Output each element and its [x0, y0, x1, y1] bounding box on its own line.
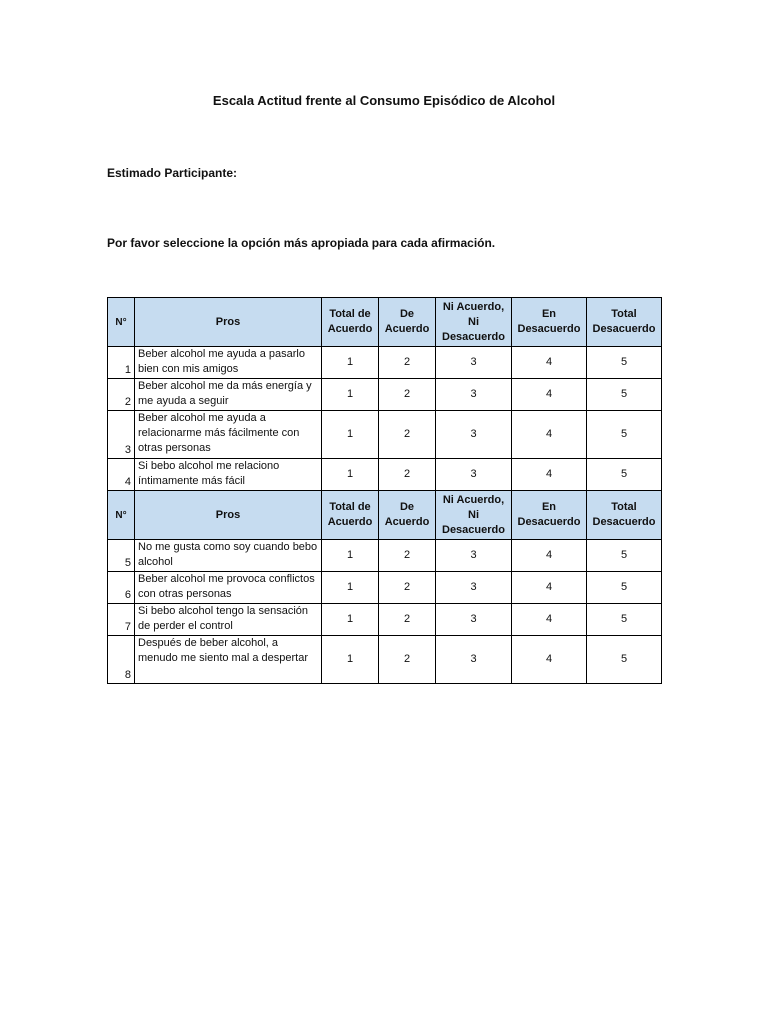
option-disagree[interactable]: 4: [512, 604, 587, 636]
option-total-agree[interactable]: 1: [322, 411, 379, 459]
option-disagree[interactable]: 4: [512, 411, 587, 459]
option-disagree[interactable]: 4: [512, 459, 587, 491]
option-neutral[interactable]: 3: [436, 459, 512, 491]
option-total-disagree[interactable]: 5: [587, 379, 662, 411]
option-total-agree[interactable]: 1: [322, 379, 379, 411]
option-total-agree[interactable]: 1: [322, 540, 379, 572]
item-statement: Después de beber alcohol, a menudo me siento mal a despertar: [135, 636, 322, 684]
option-neutral[interactable]: 3: [436, 411, 512, 459]
item-number: 5: [108, 540, 135, 572]
table-row: [108, 411, 662, 459]
item-number: 4: [108, 459, 135, 491]
option-agree[interactable]: 2: [379, 347, 436, 379]
table-row: [108, 540, 662, 572]
option-disagree[interactable]: 4: [512, 572, 587, 604]
item-number: 6: [108, 572, 135, 604]
option-disagree[interactable]: 4: [512, 347, 587, 379]
option-neutral[interactable]: 3: [436, 572, 512, 604]
item-statement: No me gusta como soy cuando bebo alcohol: [135, 540, 322, 572]
option-agree[interactable]: 2: [379, 572, 436, 604]
option-total-agree[interactable]: 1: [322, 572, 379, 604]
option-neutral[interactable]: 3: [436, 379, 512, 411]
table-row: [108, 636, 662, 684]
option-agree[interactable]: 2: [379, 411, 436, 459]
option-disagree[interactable]: 4: [512, 636, 587, 684]
header-disagree: En Desacuerdo: [512, 298, 587, 347]
option-neutral[interactable]: 3: [436, 604, 512, 636]
option-total-disagree[interactable]: 5: [587, 459, 662, 491]
header-neutral: Ni Acuerdo, Ni Desacuerdo: [436, 298, 512, 347]
table-row: [108, 572, 662, 604]
item-statement: Beber alcohol me provoca conflictos con otras personas: [135, 572, 322, 604]
item-statement: Beber alcohol me da más energía y me ayuda a seguir: [135, 379, 322, 411]
header-total-disagree: Total Desacuerdo: [587, 298, 662, 347]
item-statement: Beber alcohol me ayuda a pasarlo bien con mis amigos: [135, 347, 322, 379]
header-total-agree: Total de Acuerdo: [322, 491, 379, 540]
option-neutral[interactable]: 3: [436, 540, 512, 572]
item-number: 7: [108, 604, 135, 636]
header-disagree: En Desacuerdo: [512, 491, 587, 540]
option-agree[interactable]: 2: [379, 604, 436, 636]
document-title: Escala Actitud frente al Consumo Episódico de Alcohol: [212, 93, 556, 108]
table-header-row: [108, 298, 662, 347]
header-agree: De Acuerdo: [379, 298, 436, 347]
option-neutral[interactable]: 3: [436, 636, 512, 684]
option-total-agree[interactable]: 1: [322, 636, 379, 684]
option-agree[interactable]: 2: [379, 636, 436, 684]
option-total-disagree[interactable]: 5: [587, 636, 662, 684]
header-pros: Pros: [135, 298, 322, 347]
table-row: [108, 347, 662, 379]
header-number: N°: [108, 298, 135, 347]
item-number: 2: [108, 379, 135, 411]
table-row: [108, 459, 662, 491]
header-total-agree: Total de Acuerdo: [322, 298, 379, 347]
option-agree[interactable]: 2: [379, 459, 436, 491]
option-total-disagree[interactable]: 5: [587, 604, 662, 636]
header-total-disagree: Total Desacuerdo: [587, 491, 662, 540]
option-total-agree[interactable]: 1: [322, 604, 379, 636]
header-pros: Pros: [135, 491, 322, 540]
table-row: [108, 379, 662, 411]
header-number: N°: [108, 491, 135, 540]
item-number: 8: [108, 636, 135, 684]
table-header-row: [108, 491, 662, 540]
item-number: 3: [108, 411, 135, 459]
item-number: 1: [108, 347, 135, 379]
attitude-scale-table: [107, 297, 662, 684]
option-total-agree[interactable]: 1: [322, 347, 379, 379]
option-agree[interactable]: 2: [379, 540, 436, 572]
item-statement: Beber alcohol me ayuda a relacionarme más fácilmente con otras personas: [135, 411, 322, 459]
option-total-disagree[interactable]: 5: [587, 347, 662, 379]
item-statement: Si bebo alcohol tengo la sensación de perder el control: [135, 604, 322, 636]
greeting-text: Estimado Participante:: [107, 166, 238, 180]
option-disagree[interactable]: 4: [512, 540, 587, 572]
header-agree: De Acuerdo: [379, 491, 436, 540]
header-neutral: Ni Acuerdo, Ni Desacuerdo: [436, 491, 512, 540]
item-statement: Si bebo alcohol me relaciono íntimamente más fácil: [135, 459, 322, 491]
option-neutral[interactable]: 3: [436, 347, 512, 379]
option-agree[interactable]: 2: [379, 379, 436, 411]
option-total-disagree[interactable]: 5: [587, 572, 662, 604]
table-row: [108, 604, 662, 636]
option-disagree[interactable]: 4: [512, 379, 587, 411]
option-total-disagree[interactable]: 5: [587, 411, 662, 459]
option-total-disagree[interactable]: 5: [587, 540, 662, 572]
option-total-agree[interactable]: 1: [322, 459, 379, 491]
instruction-text: Por favor seleccione la opción más apropiada para cada afirmación.: [107, 236, 496, 250]
